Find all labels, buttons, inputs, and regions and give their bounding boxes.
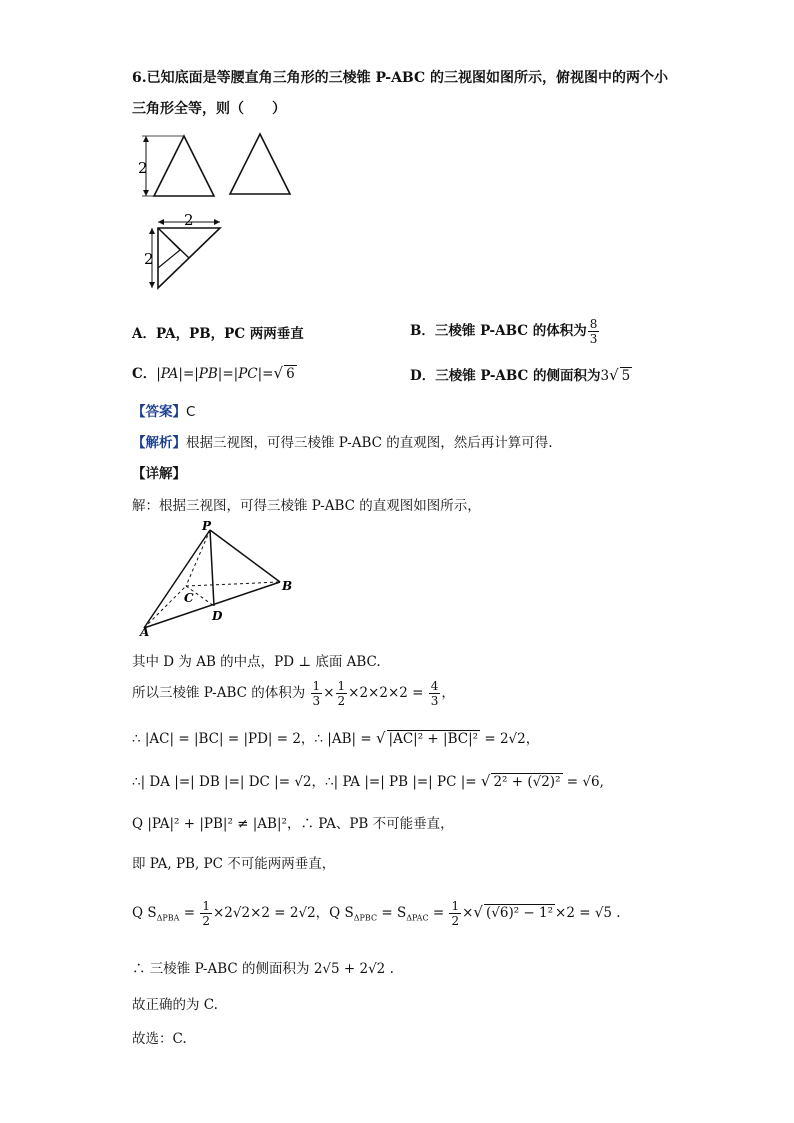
option-d: D．三棱锥 P-ABC 的侧面积为3√ 5 [410, 366, 631, 384]
top-view-dim-v: 2 [144, 250, 154, 268]
line-area: Q $S_{\Delta PBA}$ = $\frac{1}{2}$ ×2√2×2 = 2√2，Q $S_{\Delta PBC} = S_{\Delta PAC}$ = $\frac{1}{2}$ ×√ (√6)² − 1² ×2 = √5 . [132, 899, 621, 928]
line-volume: 所以三棱锥 P-ABC 的体积为 $\frac{1}{3}$ × $\frac{1}{2}$ ×2×2×2 = $\frac{4}{3}$ ， [132, 679, 455, 708]
front-view-dim: 2 [138, 159, 148, 177]
line-choose: 故选：C. [132, 1031, 187, 1047]
label-p: P [202, 519, 212, 533]
label-b: B [282, 579, 293, 593]
detail-tag: 【详解】 [132, 466, 186, 482]
option-b: B．三棱锥 P-ABC 的体积为 $\frac{8}{3}$ [410, 317, 598, 346]
question-text-1: 已知底面是等腰直角三角形的三棱锥 P-ABC 的三视图如图所示，俯视图中的两个小 [146, 70, 669, 86]
label-a: A [140, 625, 150, 639]
line-correct: 故正确的为 C. [132, 997, 218, 1013]
front-view-triangle [154, 136, 214, 196]
pyramid-figure [138, 520, 298, 640]
question-line-1 [132, 67, 668, 87]
label-c: C [184, 591, 194, 605]
line-d-midpoint: 其中 D 为 AB 的中点，PD ⊥ 底面 ABC. [132, 654, 381, 670]
question-number: 6. [132, 70, 147, 86]
option-a: A．PA，PB，PC 两两垂直 [132, 326, 304, 342]
option-c: C．|PA|=|PB|=|PC|=√ 6 [132, 364, 295, 382]
line-da: ∴| DA |=| DB |=| DC |= √2，∴| PA |=| PB |=| PC |= √ 2² + (√2)² = √6, [132, 772, 604, 790]
detail-intro: 解：根据三视图，可得三棱锥 P-ABC 的直观图如图所示， [132, 498, 481, 514]
top-view-dim-h: 2 [184, 211, 194, 229]
question-line-2: 三角形全等，则（ ） [132, 101, 286, 117]
side-view-triangle [230, 134, 290, 194]
line-ac: ∴ |AC| = |BC| = |PD| = 2，∴ |AB| = √ |AC|² + |BC|² = 2√2， [132, 729, 540, 747]
three-view-figure [140, 128, 290, 298]
label-d: D [212, 609, 223, 623]
analysis-line: 【解析】根据三视图，可得三棱锥 P-ABC 的直观图，然后再计算可得. [132, 435, 553, 451]
answer-line: 【答案】C [132, 404, 196, 420]
line-side-area: ∴ 三棱锥 P-ABC 的侧面积为 2√5 + 2√2 . [132, 961, 394, 977]
line-perp: Q |PA|² + |PB|² ≠ |AB|²，∴ PA、PB 不可能垂直， [132, 816, 454, 832]
line-not-perp: 即 PA, PB, PC 不可能两两垂直， [132, 856, 336, 872]
